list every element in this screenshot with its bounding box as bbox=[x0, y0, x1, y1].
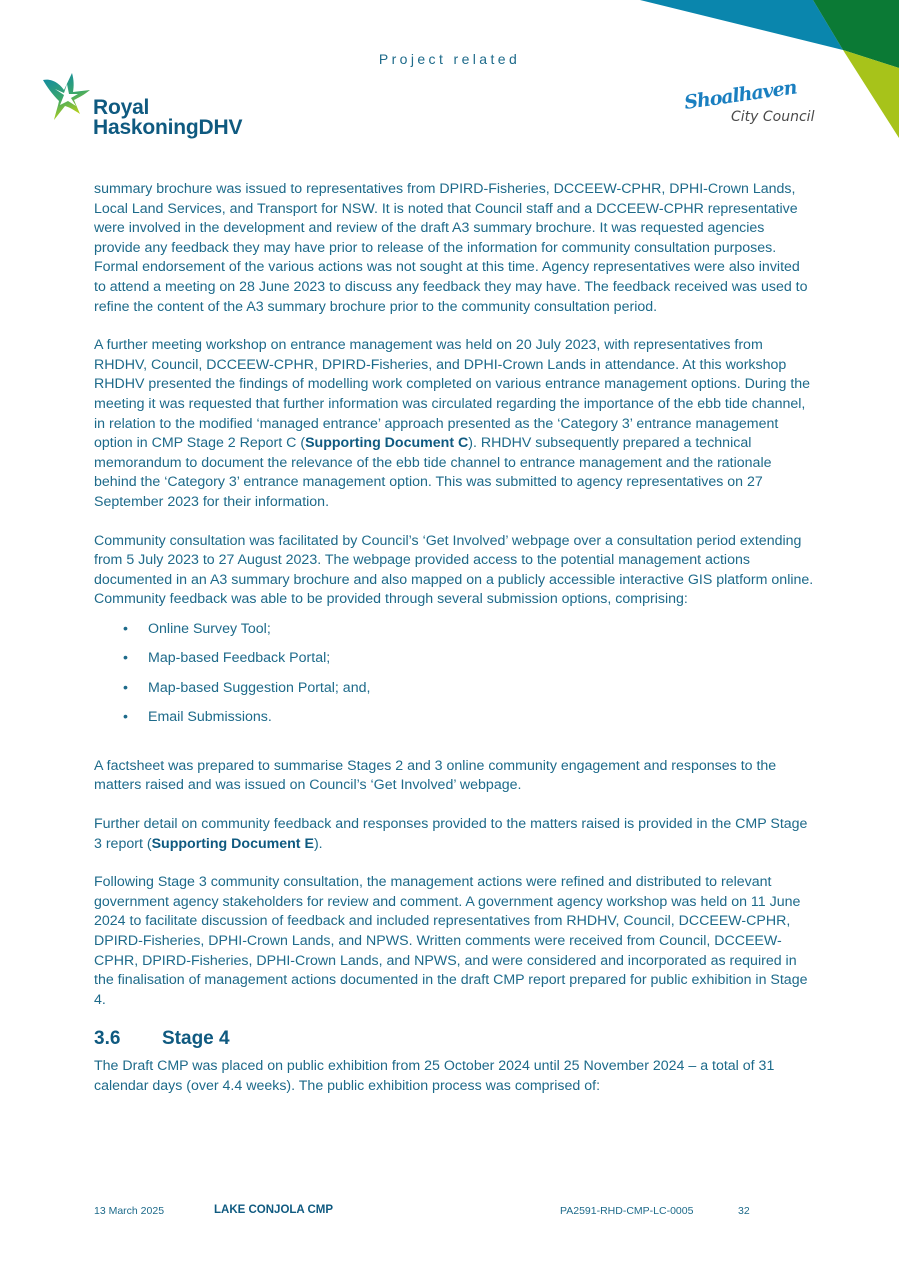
bullet-icon: • bbox=[123, 679, 128, 696]
shoalhaven-script: Shoalhaven bbox=[682, 76, 798, 114]
list-item bbox=[94, 708, 814, 738]
bullet-icon: • bbox=[123, 709, 128, 726]
supporting-document-c-ref: Supporting Document C bbox=[305, 435, 469, 452]
text-span: Further detail on community feedback and responses provided to the matters raised is provided in the CMP Stage 3 report ( bbox=[94, 816, 808, 852]
shoalhaven-logo bbox=[682, 76, 826, 136]
submission-options-list bbox=[94, 620, 814, 738]
supporting-document-e-ref: Supporting Document E bbox=[151, 835, 314, 852]
list-item bbox=[94, 679, 814, 709]
section-heading bbox=[94, 1029, 814, 1049]
paragraph-community-consultation: Community consultation was facilitated by Council’s ‘Get Involved’ webpage over a consultation period extending from 5 July 2023 to 27 August 2023. The webpage provided access to the potential management actions documented in an A3 summary brochure and also mapped on a publicly accessible interactive GIS platform online. Community feedback was able to be provided through several submission options, comprising: bbox=[94, 532, 814, 608]
section-number: 3.6 bbox=[94, 1028, 121, 1050]
rhdhv-logo bbox=[40, 70, 255, 150]
document-body bbox=[94, 180, 814, 1115]
list-item bbox=[94, 649, 814, 679]
footer-title: LAKE CONJOLA CMP bbox=[214, 1204, 334, 1216]
paragraph-entrance-workshop bbox=[94, 336, 814, 512]
rhdhv-star-icon bbox=[40, 70, 100, 130]
classification-label: Project related bbox=[378, 51, 521, 67]
list-item-text: Map-based Suggestion Portal; and, bbox=[148, 679, 371, 696]
footer-reference: PA2591-RHD-CMP-LC-0005 bbox=[560, 1205, 694, 1217]
rhdhv-line1: Royal bbox=[93, 96, 150, 119]
text-span: ). RHDHV subsequently prepared a technical memorandum to document the relevance of the ebb tide channel to entrance management and the rationale behind the ‘Category 3’ entrance management option. This was submitted to agency representatives on 27 September 2023 for their information. bbox=[94, 435, 772, 510]
footer-date: 13 March 2025 bbox=[94, 1205, 165, 1217]
paragraph-stage3-followup: Following Stage 3 community consultation, the management actions were refined and distributed to relevant government agency stakeholders for review and comment. A government agency workshop was held on 11 June 2024 to facilitate discussion of feedback and included representatives from RHDHV, Council, DCCEEW-CPHR, DPIRD-Fisheries, DPHI-Crown Lands, and NPWS. Written comments were received from Council, DCCEEW-CPHR, DPIRD-Fisheries, DPHI-Crown Lands, and NPWS, and were considered and incorporated as required in the finalisation of management actions documented in the draft CMP report prepared for public exhibition in Stage 4. bbox=[94, 874, 808, 1008]
rhdhv-line2: HaskoningDHV bbox=[93, 116, 243, 139]
paragraph-factsheet: A factsheet was prepared to summarise Stages 2 and 3 online community engagement and responses to the matters raised and was issued on Council’s ‘Get Involved’ webpage. bbox=[94, 757, 777, 794]
text-span: A further meeting workshop on entrance management was held on 20 July 2023, with representatives from RHDHV, Council, DCCEEW-CPHR, DPIRD-Fisheries, and DPHI-Crown Lands in attendance. At this workshop RHDHV presented the findings of modelling work completed on various entrance management options. During the meeting it was requested that further information was circulated regarding the importance of the ebb tide channel, in relation to the modified ‘managed entrance’ approach presented as the ‘Category 3’ entrance management option in CMP Stage 2 Report C ( bbox=[94, 337, 811, 452]
bullet-icon: • bbox=[123, 650, 128, 667]
paragraph-summary-brochure: summary brochure was issued to representatives from DPIRD-Fisheries, DCCEEW-CPHR, DPHI-Crown Lands, Local Land Services, and Transport for NSW. It is noted that Council staff and a DCCEEW-CPHR representative were involved in the development and review of the draft A3 summary brochure. It was requested agencies provide any feedback they may have prior to release of the information for community consultation purposes. Formal endorsement of the various actions was not sought at this time. Agency representatives were also invited to attend a meeting on 28 June 2023 to discuss any feedback they may have. The feedback received was used to refine the content of the A3 summary brochure prior to the community consultation period. bbox=[94, 181, 808, 315]
list-item-text: Online Survey Tool; bbox=[148, 620, 271, 637]
list-item-text: Map-based Feedback Portal; bbox=[148, 650, 331, 667]
text-span: ). bbox=[313, 835, 323, 852]
rhdhv-wordmark bbox=[93, 98, 242, 138]
corner-blue-shape bbox=[640, 0, 843, 50]
list-item-text: Email Submissions. bbox=[148, 709, 272, 726]
bullet-icon: • bbox=[123, 620, 128, 637]
section-title: Stage 4 bbox=[162, 1028, 230, 1050]
city-council-text: City Council bbox=[731, 109, 815, 125]
list-item bbox=[94, 620, 814, 650]
paragraph-public-exhibition: The Draft CMP was placed on public exhibition from 25 October 2024 until 25 November 2024 – a total of 31 calendar days (over 4.4 weeks). The public exhibition process was comprised of: bbox=[94, 1058, 775, 1094]
paragraph-further-detail bbox=[94, 815, 814, 854]
page-number: 32 bbox=[738, 1205, 750, 1217]
